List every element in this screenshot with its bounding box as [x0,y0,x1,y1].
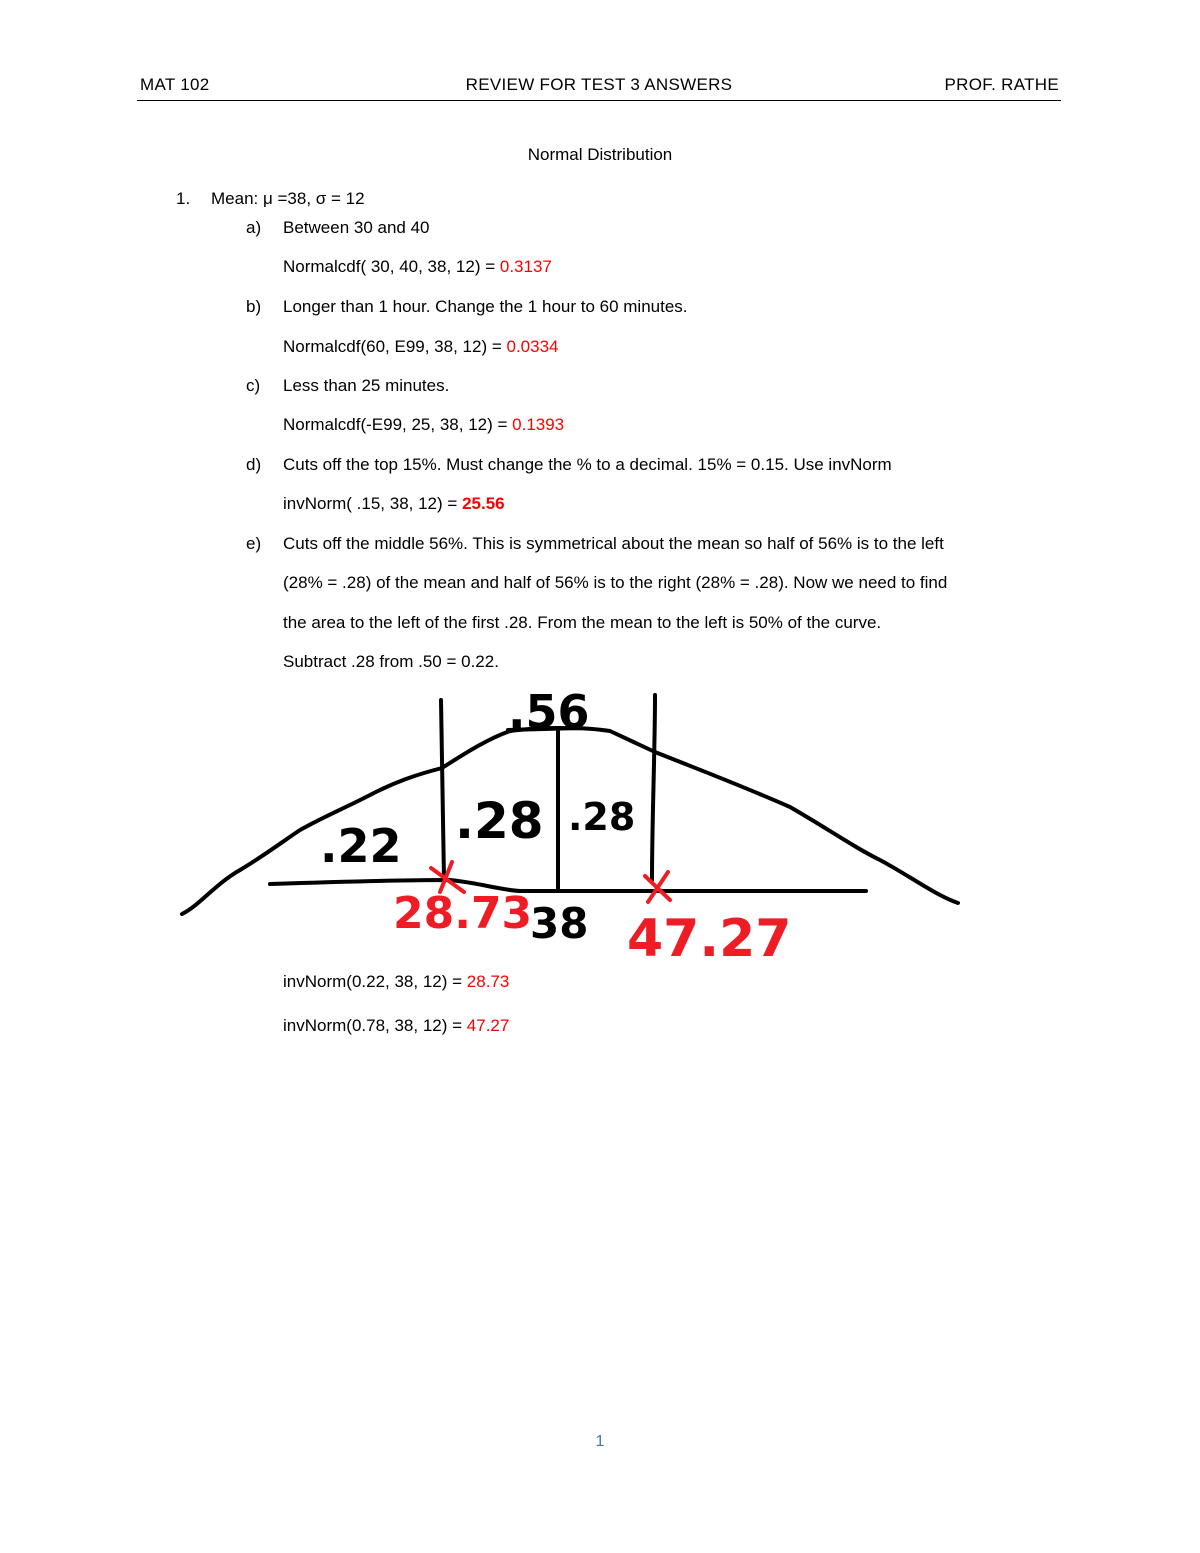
instructor-name: PROF. RATHE [944,75,1059,94]
result-1-answer: 28.73 [466,972,510,991]
result-1-expression: invNorm(0.22, 38, 12) = [283,972,467,991]
result-1 [283,972,509,992]
part-e-line-2: (28% = .28) of the mean and half of 56% is to the right (28% = .28). Now we need to find [283,573,948,592]
part-a-text: Between 30 and 40 [283,218,430,237]
page-header [137,72,1061,101]
part-d-text: Cuts off the top 15%. Must change the % to a decimal. 15% = 0.15. Use invNorm [283,455,892,474]
part-b-expression: Normalcdf(60, E99, 38, 12) = [283,337,507,356]
label-028-left: .28 [455,792,544,850]
part-a-expression: Normalcdf( 30, 40, 38, 12) = [283,257,500,276]
left-cut-label: 28.73 [393,888,533,939]
section-title: Normal Distribution [527,145,673,164]
part-b-answer: 0.0334 [506,337,559,356]
course-code: MAT 102 [140,75,210,94]
part-e-line-1: Cuts off the middle 56%. This is symmetrical about the mean so half of 56% is to the left [283,534,944,553]
part-d-expression: invNorm( .15, 38, 12) = [283,494,463,513]
part-d-letter: d) [246,455,262,474]
part-b-work [283,337,558,357]
result-2-answer: 47.27 [466,1016,510,1035]
part-b-letter: b) [246,297,262,316]
result-2-expression: invNorm(0.78, 38, 12) = [283,1016,467,1035]
result-2 [283,1016,509,1036]
part-b-text: Longer than 1 hour. Change the 1 hour to 60 minutes. [283,297,688,316]
label-022: .22 [320,819,402,873]
part-d-work [283,494,505,514]
normal-curve-sketch [0,680,1200,980]
mean-label: 38 [530,899,589,948]
part-e-letter: e) [246,534,262,553]
right-cut-line [652,695,655,880]
document-title: REVIEW FOR TEST 3 ANSWERS [465,75,733,94]
problem-number: 1. [176,189,191,208]
part-e-line-4: Subtract .28 from .50 = 0.22. [283,652,499,671]
part-c-expression: Normalcdf(-E99, 25, 38, 12) = [283,415,513,434]
part-a-answer: 0.3137 [499,257,552,276]
part-d-answer: 25.56 [462,494,505,513]
part-c-text: Less than 25 minutes. [283,376,450,395]
part-c-answer: 0.1393 [512,415,565,434]
label-056: .56 [508,685,590,739]
part-a-letter: a) [246,218,262,237]
right-cut-x-mark [645,872,670,902]
left-cut-line [441,700,444,880]
page-number: 1 [595,1433,605,1450]
part-a-work [283,257,552,277]
label-028-right: .28 [568,795,636,839]
right-cut-label: 47.27 [627,909,792,969]
part-c-letter: c) [246,376,261,395]
part-e-line-3: the area to the left of the first .28. From the mean to the left is 50% of the curve. [283,613,882,632]
problem-given: Mean: μ =38, σ = 12 [211,189,365,208]
part-c-work [283,415,564,435]
